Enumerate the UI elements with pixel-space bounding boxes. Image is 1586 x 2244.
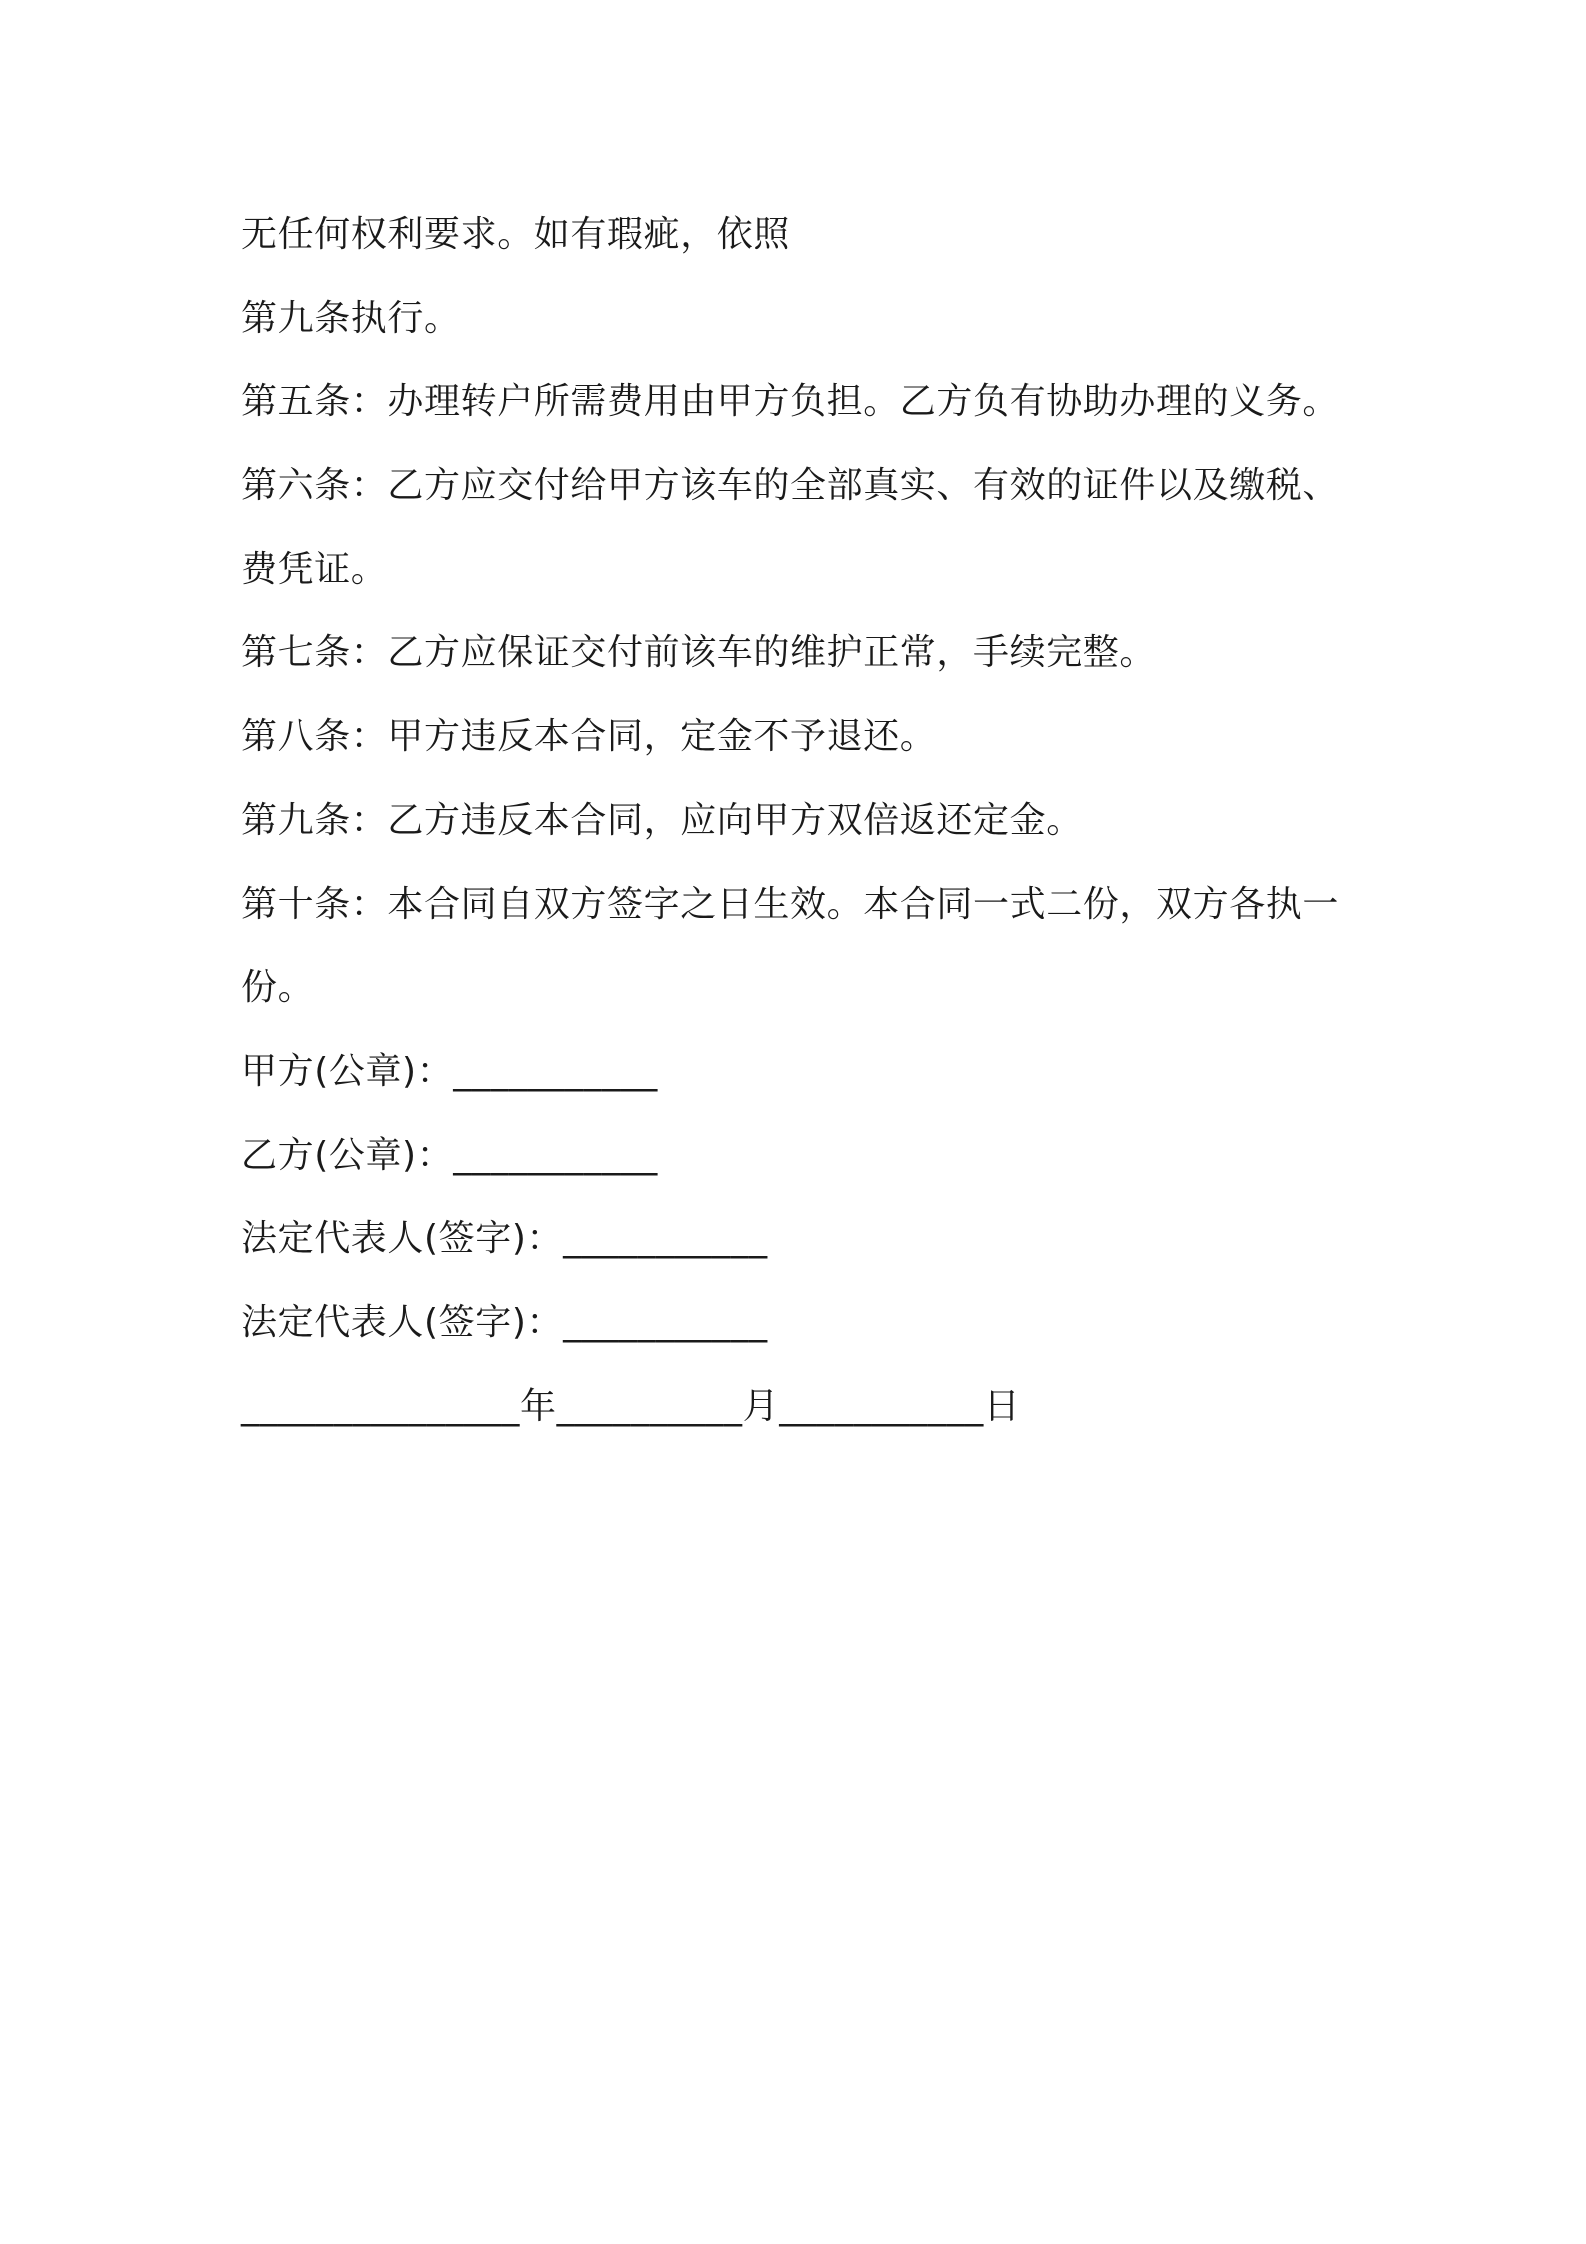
clause-6: 第六条：乙方应交付给甲方该车的全部真实、有效的证件以及缴税、 <box>241 465 1340 507</box>
contract-text <box>241 193 1381 1448</box>
party-a-seal-line: 甲方(公章)：___________ <box>241 1050 658 1092</box>
clause-8: 第八条：甲方违反本合同，定金不予退还。 <box>241 716 937 758</box>
date-line: _______________年__________月___________日 <box>241 1385 1021 1427</box>
clause-5: 第五条：办理转户所需费用由甲方负担。乙方负有协助办理的义务。 <box>241 381 1340 423</box>
clause-text-continuation-end: 第九条执行。 <box>241 297 461 339</box>
clause-9: 第九条：乙方违反本合同，应向甲方双倍返还定金。 <box>241 799 1083 841</box>
legal-representative-signature-line: 法定代表人(签字)：___________ <box>241 1301 768 1343</box>
clause-6-continuation: 费凭证。 <box>241 548 388 590</box>
clause-7: 第七条：乙方应保证交付前该车的维护正常，手续完整。 <box>241 632 1157 674</box>
clause-text-continuation: 无任何权利要求。如有瑕疵，依照 <box>241 214 791 255</box>
clause-10-continuation: 份。 <box>241 967 315 1009</box>
clause-10: 第十条：本合同自双方签字之日生效。本合同一式二份，双方各执一 <box>241 883 1340 925</box>
party-b-seal-line: 乙方(公章)：___________ <box>241 1134 658 1176</box>
legal-representative-signature-line: 法定代表人(签字)：___________ <box>241 1218 768 1260</box>
